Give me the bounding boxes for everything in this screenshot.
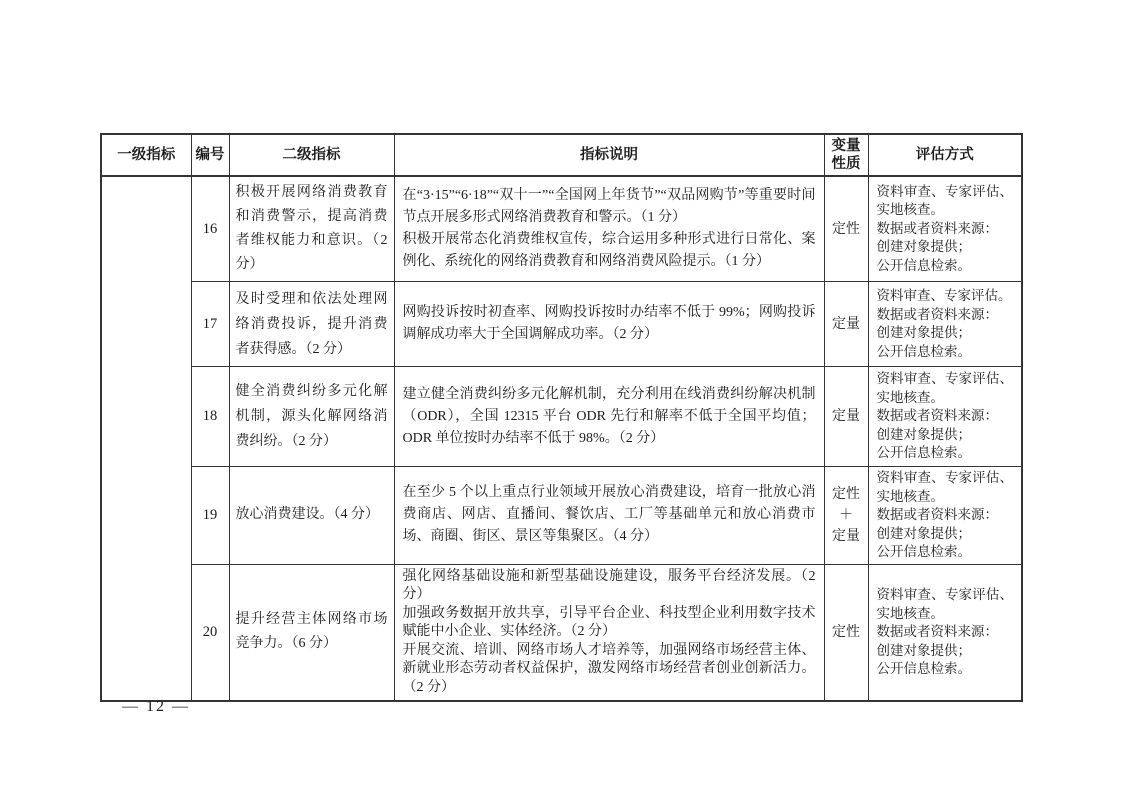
evaluation-line: 公开信息检索。 [876, 445, 971, 461]
page-number: — 12 — [122, 698, 190, 715]
description-paragraph: 在“3·15”“6·18”“双十一”“全国网上年货节”“双品网购节”等重要时间节点开展多形式网络消费教育和警示。（1 分） [402, 188, 816, 225]
evaluation-line: 数据或者资料来源： [876, 507, 998, 522]
secondary-indicator-cell [229, 282, 394, 367]
description-paragraph: 强化网络基础设施和新型基础设施建设，服务平台经济发展。（2 分） [402, 568, 816, 602]
evaluation-line: 资料审查、专家评估、实地核查。 [876, 183, 1013, 218]
variable-type-cell [824, 367, 868, 467]
variable-type-cell [824, 564, 868, 701]
evaluation-method-cell [868, 467, 1022, 565]
variable-type-line: 定性 [832, 221, 860, 237]
table-row [101, 367, 1022, 467]
table-row [101, 564, 1022, 701]
evaluation-line: 资料审查、专家评估、实地核查。 [876, 587, 1013, 621]
description-paragraph: 建立健全消费纠纷多元化解机制，充分利用在线消费纠纷解决机制（ODR），全国 12315 平台 ODR 先行和解率不低于全国平均值；ODR 单位按时办结率不低于 98%。（2 分） [402, 386, 816, 446]
evaluation-line: 公开信息检索。 [876, 544, 971, 559]
variable-type-line: 定量 [832, 316, 860, 332]
row-number: 17 [191, 282, 229, 367]
header-secondary-indicator: 二级指标 [229, 134, 394, 176]
secondary-indicator-text: 积极开展网络消费教育和消费警示，提高消费者维权能力和意识。（2 分） [235, 185, 388, 272]
variable-type-line: 定量 [832, 528, 860, 544]
evaluation-line: 创建对象提供； [876, 239, 971, 255]
header-evaluation-method: 评估方式 [868, 134, 1022, 176]
description-paragraph: 加强政务数据开放共享，引导平台企业、科技型企业利用数字技术赋能中小企业、实体经济。（2 分） [402, 605, 816, 639]
evaluation-line: 公开信息检索。 [876, 661, 971, 676]
secondary-indicator-text: 健全消费纠纷多元化解机制，源头化解网络消费纠纷。（2 分） [235, 384, 388, 449]
evaluation-method-cell [868, 564, 1022, 701]
header-row [101, 134, 1022, 176]
indicator-description-cell [394, 564, 824, 701]
table-row [101, 176, 1022, 282]
evaluation-line: 数据或者资料来源： [876, 624, 998, 639]
evaluation-line: 创建对象提供； [876, 325, 971, 340]
evaluation-method-cell [868, 176, 1022, 282]
row-number: 18 [191, 367, 229, 467]
evaluation-line: 公开信息检索。 [876, 257, 971, 273]
variable-type-line: ＋ [839, 507, 853, 523]
description-paragraph: 积极开展常态化消费维权宣传，综合运用多种形式进行日常化、案例化、系统化的网络消费教育和网络消费风险提示。（1 分） [402, 232, 816, 269]
variable-type-cell [824, 176, 868, 282]
secondary-indicator-text: 及时受理和依法处理网络消费投诉，提升消费者获得感。（2 分） [235, 291, 388, 357]
variable-type-line: 定性 [832, 624, 860, 640]
description-paragraph: 在至少 5 个以上重点行业领域开展放心消费建设，培育一批放心消费商店、网店、直播间、餐饮店、工厂等基础单元和放心消费市场、商圈、街区、景区等集聚区。（4 分） [402, 485, 816, 545]
secondary-indicator-cell [229, 467, 394, 565]
evaluation-method-cell [868, 282, 1022, 367]
secondary-indicator-text: 放心消费建设。（4 分） [235, 507, 379, 523]
row-number: 16 [191, 176, 229, 282]
indicator-description-cell [394, 367, 824, 467]
header-description: 指标说明 [394, 134, 824, 176]
header-variable-type: 变量性质 [824, 134, 868, 176]
header-level1-indicator: 一级指标 [101, 134, 191, 176]
evaluation-line: 资料审查、专家评估、实地核查。 [876, 371, 1013, 405]
evaluation-line: 创建对象提供； [876, 642, 971, 658]
secondary-indicator-text: 提升经营主体网络市场竞争力。（6 分） [235, 612, 388, 652]
evaluation-line: 资料审查、专家评估、实地核查。 [876, 470, 1013, 504]
indicator-description-cell [394, 176, 824, 282]
variable-type-line: 定性 [832, 486, 860, 502]
evaluation-line: 创建对象提供； [876, 426, 971, 442]
indicator-description-cell [394, 282, 824, 367]
evaluation-line: 数据或者资料来源： [876, 408, 998, 424]
evaluation-line: 创建对象提供； [876, 525, 971, 541]
description-paragraph: 网购投诉按时初查率、网购投诉按时办结率不低于 99%；网购投诉调解成功率大于全国调解成功率。（2 分） [402, 305, 816, 342]
evaluation-method-cell [868, 367, 1022, 467]
row-number: 19 [191, 467, 229, 565]
description-paragraph: 开展交流、培训、网络市场人才培养等，加强网络市场经营主体、新就业形态劳动者权益保护，激发网络市场经营者创业创新活力。（2 分） [402, 642, 816, 695]
evaluation-line: 数据或者资料来源： [876, 306, 998, 322]
header-number: 编号 [191, 134, 229, 176]
table-row [101, 467, 1022, 565]
table-row [101, 282, 1022, 367]
evaluation-line: 公开信息检索。 [876, 343, 971, 359]
level1-indicator-cell [101, 176, 191, 701]
secondary-indicator-cell [229, 367, 394, 467]
evaluation-line: 资料审查、专家评估。 [876, 288, 1012, 303]
row-number: 20 [191, 564, 229, 701]
indicator-description-cell [394, 467, 824, 565]
variable-type-line: 定量 [832, 409, 860, 424]
variable-type-cell [824, 282, 868, 367]
evaluation-line: 数据或者资料来源： [876, 220, 998, 236]
secondary-indicator-cell [229, 564, 394, 701]
indicator-table [100, 133, 1023, 702]
variable-type-cell [824, 467, 868, 565]
secondary-indicator-cell [229, 176, 394, 282]
